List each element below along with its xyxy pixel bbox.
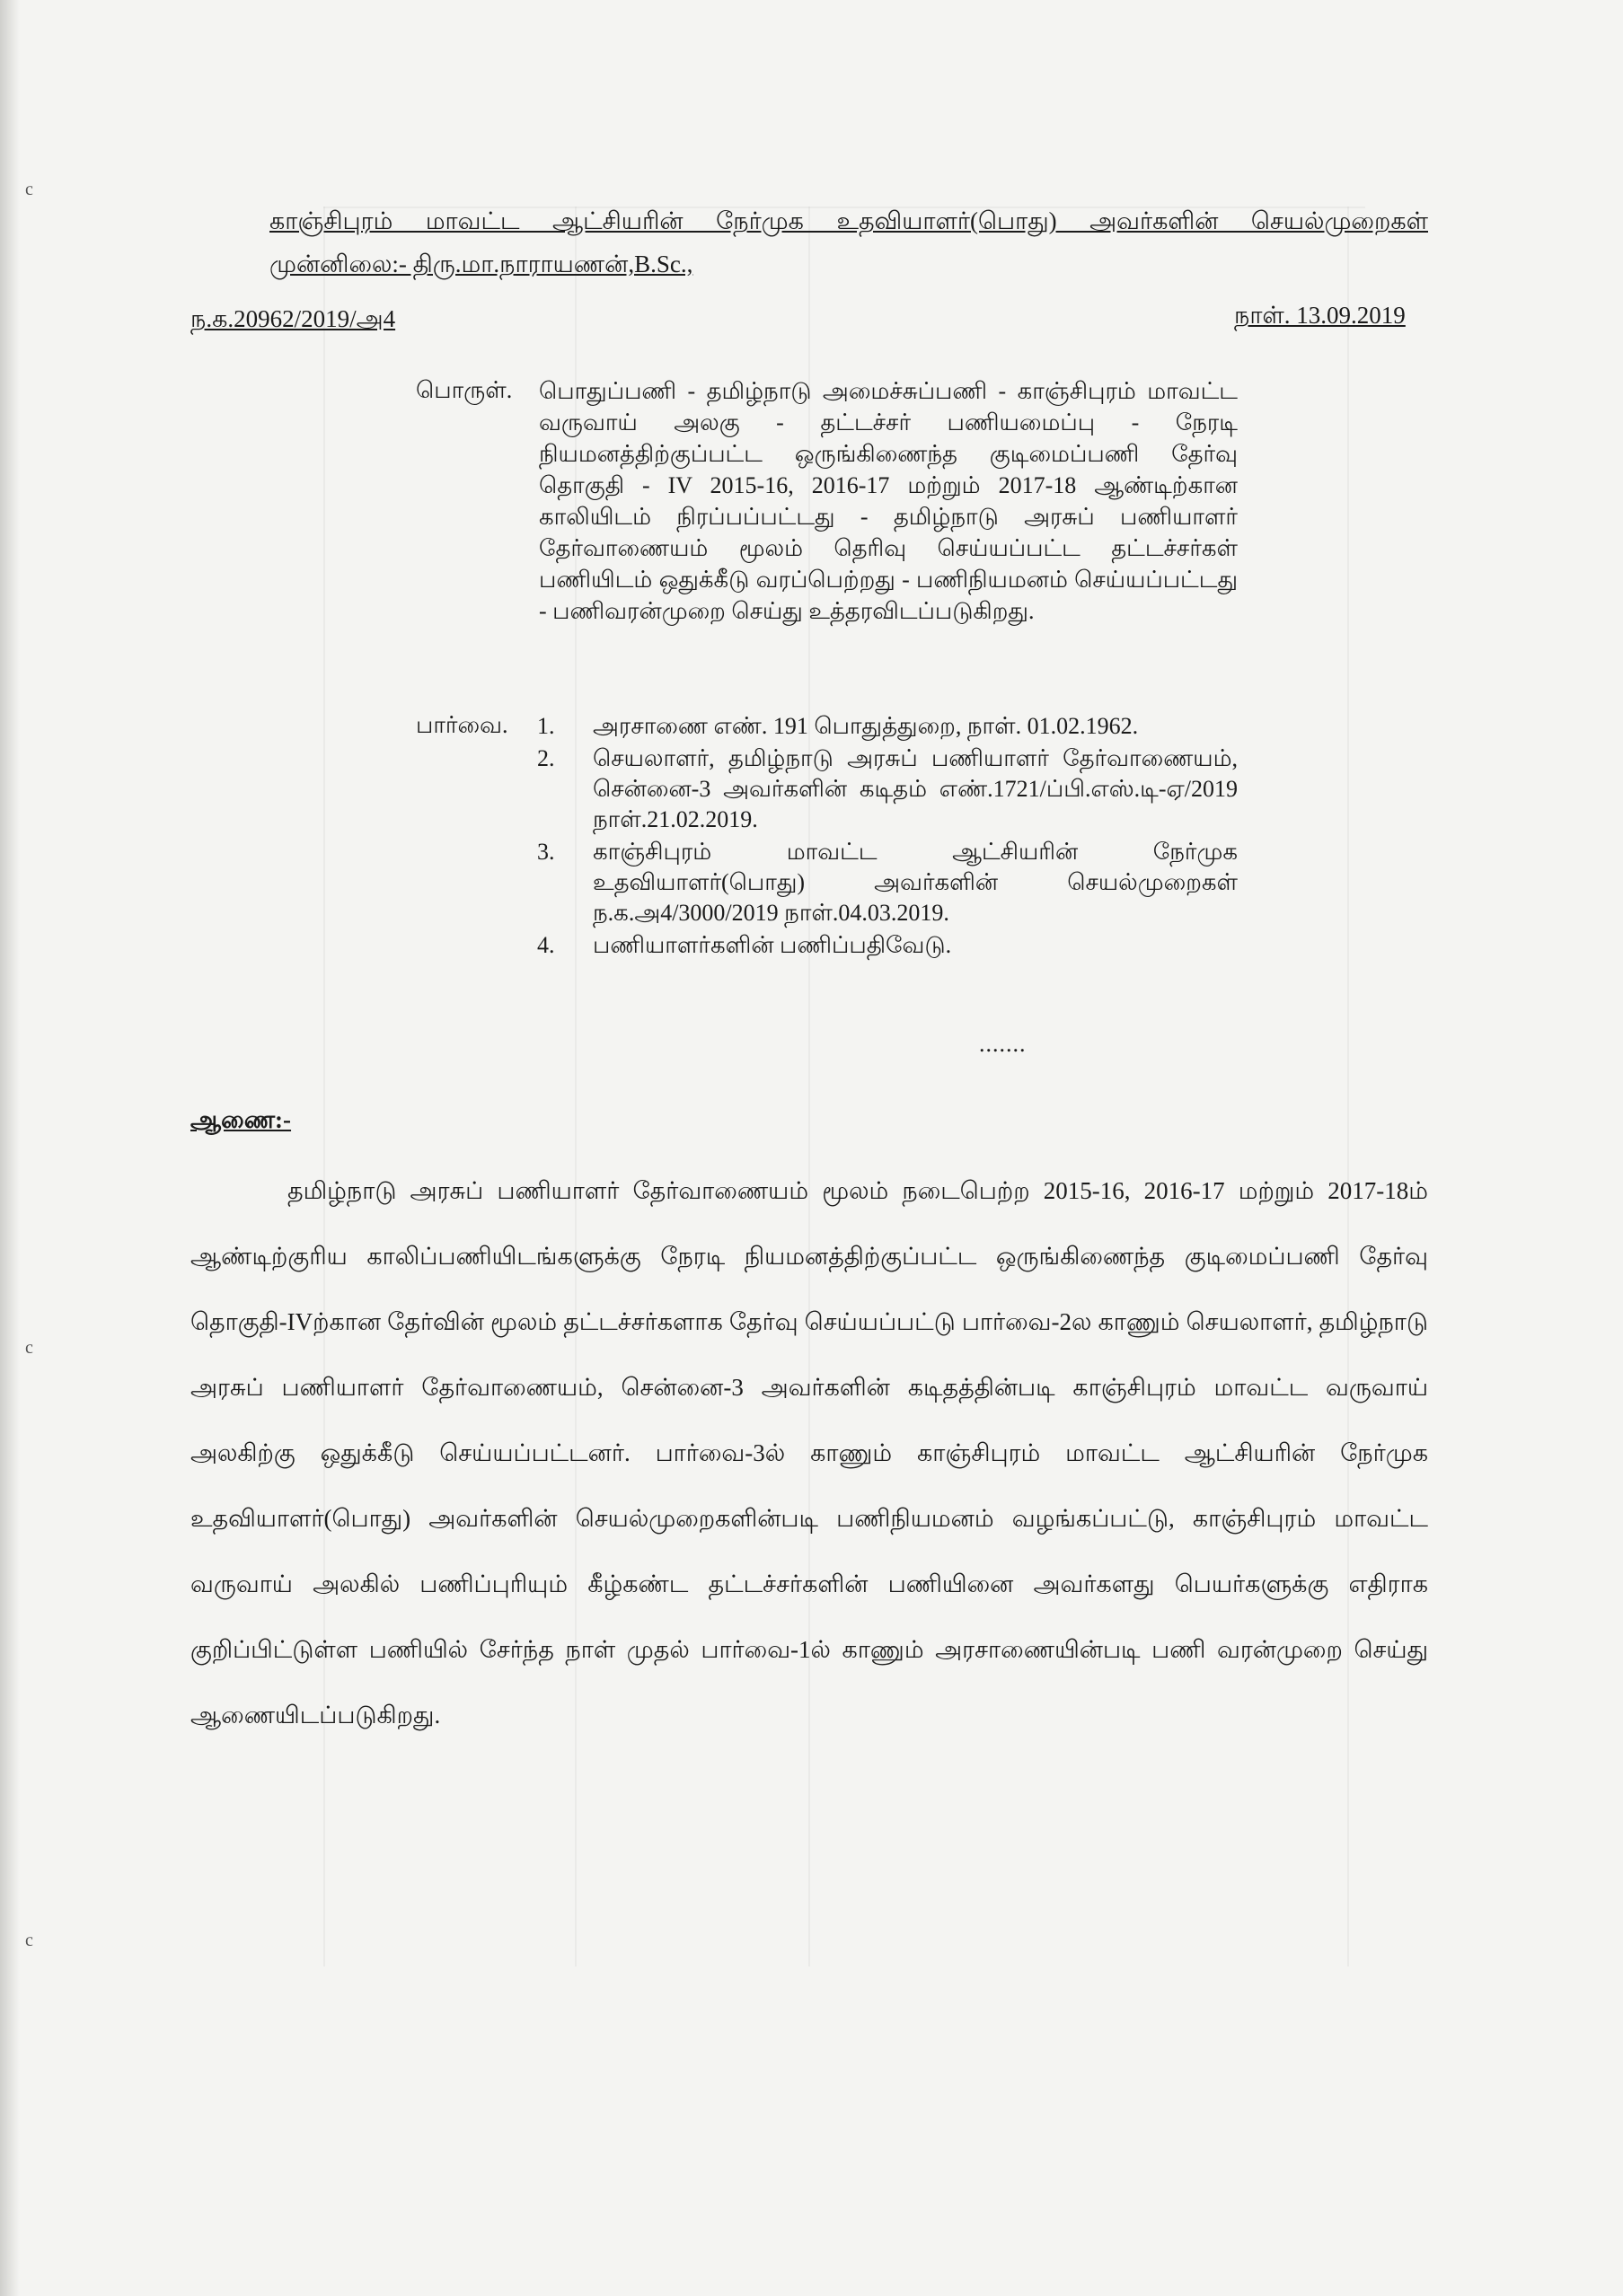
reference-item	[537, 837, 1238, 928]
reference-number-1: 1.	[537, 713, 555, 739]
reference-text-2: செயலாளர், தமிழ்நாடு அரசுப் பணியாளர் தேர்வாணையம், சென்னை-3 அவர்களின் கடிதம் எண்.1721/ப்பி.எஸ்.டி-ஏ/2019 நாள்.21.02.2019.	[593, 745, 1238, 832]
reference-text-1: அரசாணை எண். 191 பொதுத்துறை, நாள். 01.02.1962.	[593, 713, 1139, 739]
reference-text-4: பணியாளர்களின் பணிப்பதிவேடு.	[593, 932, 952, 958]
heading-line-1: காஞ்சிபுரம் மாவட்ட ஆட்சியரின் நேர்முக உதவியாளர்(பொது) அவர்களின் செயல்முறைகள்	[269, 207, 1428, 234]
reference-number-4: 4.	[537, 932, 555, 958]
staple-mark: c	[25, 180, 33, 199]
reference-number-3: 3.	[537, 839, 555, 865]
document-date: நாள். 13.09.2019	[1234, 302, 1406, 329]
subject-text: பொதுப்பணி - தமிழ்நாடு அமைச்சுப்பணி - காஞ்சிபுரம் மாவட்ட வருவாய் அலகு - தட்டச்சர் பணியமைப்பு - நேரடி நியமனத்திற்குப்பட்ட ஒருங்கிணைந்த குடிமைப்பணி தேர்வு தொகுதி - IV 2015-16, 2016-17 மற்றும் 2017-18 ஆண்டிற்கான காலியிடம் நிரப்பப்பட்டது - தமிழ்நாடு அரசுப் பணியாளர் தேர்வாணையம் மூலம் தெரிவு செய்யப்பட்ட தட்டச்சர்கள் பணியிடம் ஒதுக்கீடு வரப்பெற்றது - பணிநியமனம் செய்யப்பட்டது - பணிவரன்முறை செய்து உத்தரவிடப்படுகிறது.	[539, 378, 1238, 624]
order-paragraph: தமிழ்நாடு அரசுப் பணியாளர் தேர்வாணையம் மூலம் நடைபெற்ற 2015-16, 2016-17 மற்றும் 2017-18ம் ஆண்டிற்குரிய காலிப்பணியிடங்களுக்கு நேரடி நியமனத்திற்குப்பட்ட ஒருங்கிணைந்த குடிமைப்பணி தேர்வு தொகுதி-IVற்கான தேர்வின் மூலம் தட்டச்சர்களாக தேர்வு செய்யப்பட்டு பார்வை-2ல காணும் செயலாளர், தமிழ்நாடு அரசுப் பணியாளர் தேர்வாணையம், சென்னை-3 அவர்களின் கடிதத்தின்படி காஞ்சிபுரம் மாவட்ட வருவாய் அலகிற்கு ஒதுக்கீடு செய்யப்பட்டனர். பார்வை-3ல் காணும் காஞ்சிபுரம் மாவட்ட ஆட்சியரின் நேர்முக உதவியாளர்(பொது) அவர்களின் செயல்முறைகளின்படி பணிநியமனம் வழங்கப்பட்டு, காஞ்சிபுரம் மாவட்ட வருவாய் அலகில் பணிப்புரியும் கீழ்கண்ட தட்டச்சர்களின் பணியினை அவர்களது பெயர்களுக்கு எதிராக குறிப்பிட்டுள்ள பணியில் சேர்ந்த நாள் முதல் பார்வை-1ல் காணும் அரசாணையின்படி பணி வரன்முறை செய்து ஆணையிடப்படுகிறது.	[190, 1177, 1428, 1729]
references-list	[537, 711, 1238, 963]
staple-mark: c	[25, 1931, 33, 1950]
reference-number-2: 2.	[537, 745, 555, 771]
subject-label: பொருள்.	[416, 377, 513, 403]
reference-item	[537, 930, 1238, 961]
staple-mark: c	[25, 1338, 33, 1358]
heading-line-2: முன்னிலை:- திரு.மா.நாராயணன்,B.Sc.,	[269, 251, 693, 277]
reference-text-3: காஞ்சிபுரம் மாவட்ட ஆட்சியரின் நேர்முக உதவியாளர்(பொது) அவர்களின் செயல்முறைகள் ந.க.அ4/3000/2019 நாள்.04.03.2019.	[593, 839, 1238, 926]
reference-number: ந.க.20962/2019/அ4	[190, 305, 396, 332]
document-heading	[269, 199, 1428, 286]
reference-item	[537, 743, 1238, 835]
order-heading: ஆணை:-	[190, 1106, 292, 1133]
references-label: பார்வை.	[416, 712, 508, 738]
references-end-dots: .......	[979, 1031, 1027, 1057]
reference-item	[537, 711, 1238, 742]
scan-edge-shadow	[0, 0, 20, 2296]
